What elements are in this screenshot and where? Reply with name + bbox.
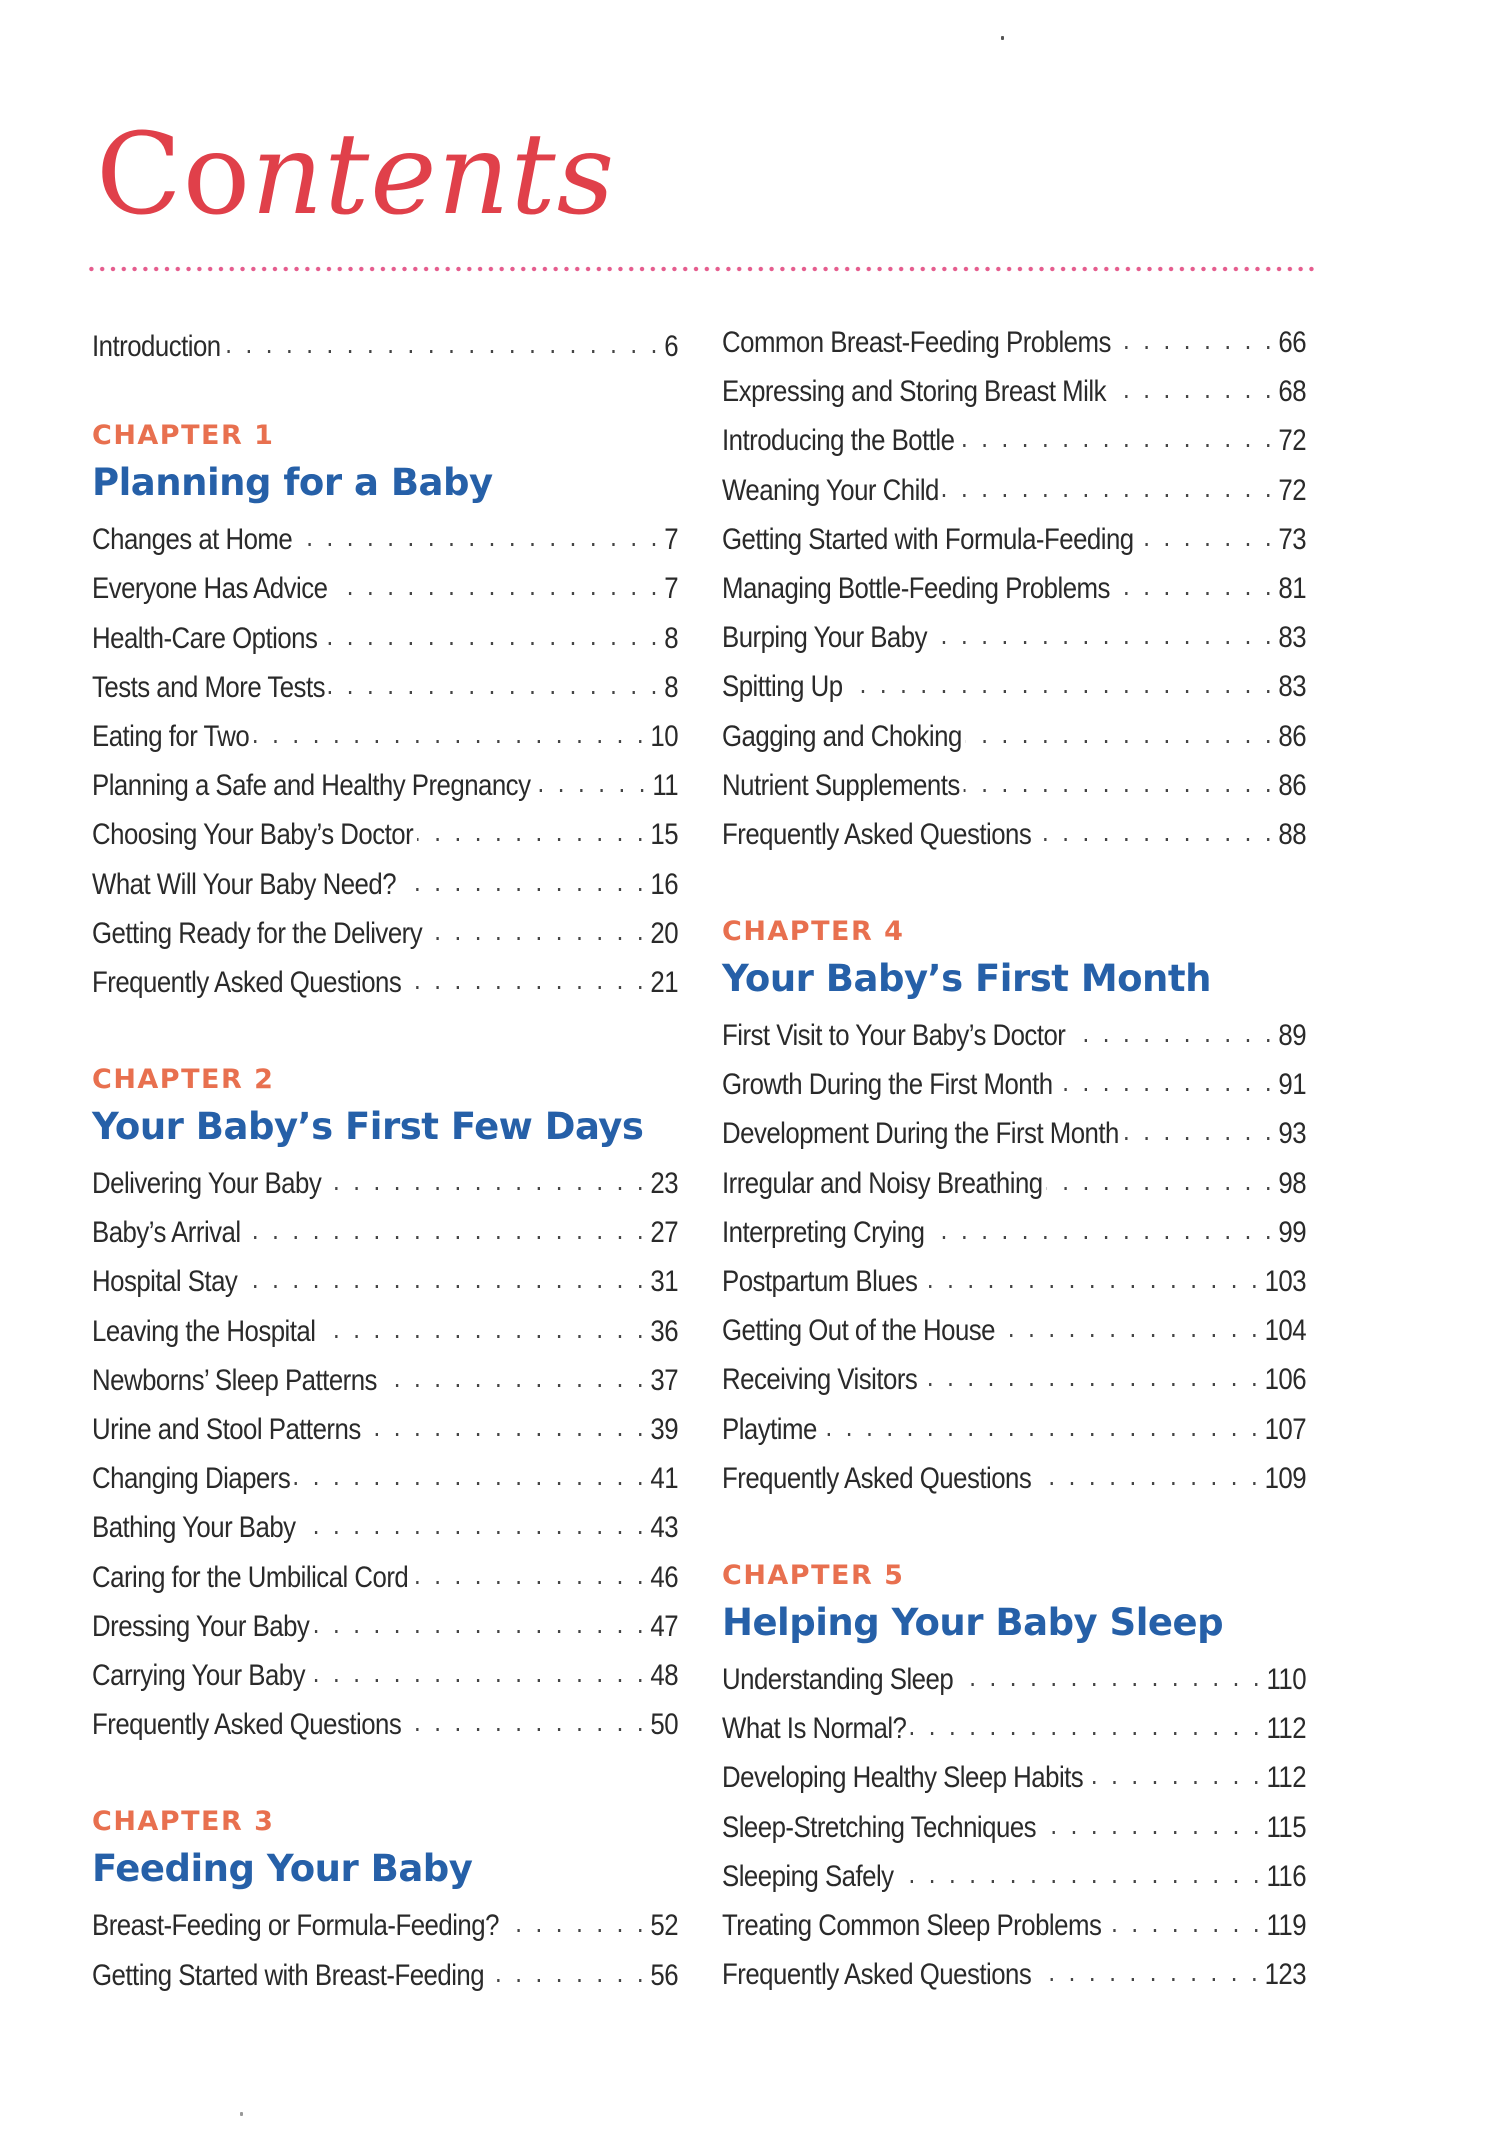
dot-leader [253, 716, 647, 746]
scan-speck [1001, 36, 1004, 40]
entry-label: Leaving the Hospital [92, 1314, 316, 1348]
toc-entry[interactable] [92, 761, 678, 810]
entry-page: 36 [650, 1314, 679, 1348]
entry-label: Eating for Two [92, 719, 250, 753]
toc-entry[interactable] [92, 663, 678, 712]
entry-page: 89 [1278, 1019, 1307, 1053]
entry-label: Planning a Safe and Healthy Pregnancy [92, 769, 531, 803]
entry-page: 21 [650, 965, 679, 999]
dot-leader [244, 1212, 647, 1242]
entry-page: 81 [1278, 571, 1307, 605]
toc-entry[interactable] [92, 1257, 678, 1306]
entry-page: 11 [652, 769, 679, 803]
toc-entry[interactable] [722, 712, 1306, 761]
toc-entry[interactable] [722, 1405, 1306, 1454]
entry-page: 73 [1278, 522, 1307, 556]
toc-entry[interactable] [92, 1307, 678, 1356]
entry-label: Baby’s Arrival [92, 1216, 241, 1250]
toc-entry[interactable] [92, 1356, 678, 1405]
entry-label: What Is Normal? [722, 1712, 907, 1746]
dot-leader [1039, 1807, 1263, 1837]
entry-label: Changes at Home [92, 523, 293, 557]
page-title [96, 110, 615, 240]
entry-label: Understanding Sleep [722, 1662, 954, 1696]
entry-page: 68 [1278, 375, 1307, 409]
entry-label: Irregular and Noisy Breathing [722, 1166, 1043, 1200]
entry-label: Bathing Your Baby [92, 1511, 296, 1545]
toc-entry[interactable] [722, 515, 1306, 564]
entry-label: Tests and More Tests [92, 670, 325, 704]
dot-leader [224, 326, 661, 356]
toc-entry[interactable] [92, 1405, 678, 1454]
entry-label: Urine and Stool Patterns [92, 1413, 361, 1446]
chapter-label: CHAPTER 5 [722, 1559, 905, 1591]
toc-entry[interactable] [722, 662, 1306, 711]
entry-label: Frequently Asked Questions [92, 1708, 402, 1742]
toc-entry[interactable] [92, 1700, 678, 1749]
dot-leader [921, 1261, 1261, 1291]
toc-entry[interactable] [722, 416, 1306, 465]
entry-label: Breast-Feeding or Formula-Feeding? [92, 1909, 499, 1943]
dot-leader [1137, 519, 1275, 549]
entry-page: 6 [664, 330, 679, 363]
dot-leader [1035, 814, 1275, 844]
dot-leader [405, 1704, 647, 1734]
entry-page: 104 [1264, 1314, 1307, 1348]
dot-leader [921, 1359, 1261, 1389]
chapter-title[interactable]: Helping Your Baby Sleep [722, 1600, 1224, 1644]
entry-label: Developing Healthy Sleep Habits [722, 1761, 1084, 1795]
dot-leader [846, 666, 1275, 696]
entry-page: 106 [1264, 1363, 1307, 1397]
entry-label: Burping Your Baby [722, 621, 927, 655]
chapter-label: CHAPTER 2 [92, 1064, 275, 1096]
entry-page: 43 [650, 1511, 679, 1545]
entry-page: 23 [650, 1167, 679, 1201]
entry-page: 119 [1266, 1908, 1307, 1942]
dot-leader [241, 1261, 647, 1291]
toc-entry[interactable] [722, 1011, 1306, 1060]
entry-page: 72 [1278, 424, 1307, 458]
toc-entry[interactable] [92, 1454, 678, 1503]
toc-entry[interactable] [92, 1651, 678, 1700]
dot-leader [1087, 1757, 1263, 1787]
dot-leader [963, 765, 1275, 795]
scan-speck [240, 2112, 243, 2116]
toc-entry[interactable] [92, 1159, 678, 1208]
entry-page: 39 [650, 1413, 679, 1446]
toc-entry[interactable] [92, 1503, 678, 1552]
dot-leader [331, 568, 661, 598]
dot-leader [958, 420, 1275, 450]
chapter-title[interactable]: Planning for a Baby [92, 461, 493, 505]
dot-leader [405, 962, 647, 992]
entry-label: Newborns’ Sleep Patterns [92, 1363, 377, 1397]
page-title-first: Co [96, 110, 252, 240]
chapter-5 [722, 1555, 1306, 1999]
entry-label: Introduction [92, 330, 221, 363]
dot-leader [308, 1655, 647, 1685]
toc-entry[interactable] [722, 1355, 1306, 1404]
entry-label: Managing Bottle-Feeding Problems [722, 571, 1110, 605]
toc-entry[interactable] [722, 1109, 1306, 1158]
dot-leader [998, 1310, 1261, 1340]
toc-entry[interactable] [92, 1208, 678, 1257]
entry-label: Growth During the First Month [722, 1068, 1053, 1102]
entry-page: 123 [1264, 1958, 1307, 1992]
chapter-3 [92, 1801, 678, 1999]
toc-column-right [722, 318, 1306, 1999]
toc-entry[interactable] [722, 613, 1306, 662]
toc-entry[interactable] [92, 614, 678, 663]
toc-entry[interactable] [722, 1306, 1306, 1355]
toc-entry[interactable] [722, 761, 1306, 810]
entry-page: 15 [650, 818, 679, 852]
dot-leader [1046, 1163, 1275, 1193]
chapter-label: CHAPTER 4 [722, 916, 905, 948]
entry-page: 88 [1278, 817, 1307, 851]
dot-leader [1122, 1113, 1275, 1143]
entry-label: Dressing Your Baby [92, 1609, 310, 1643]
entry-page: 107 [1264, 1412, 1307, 1446]
dot-leader [294, 1458, 647, 1488]
entry-label: Everyone Has Advice [92, 572, 328, 606]
toc-entry[interactable] [722, 1655, 1306, 1704]
entry-label: Sleeping Safely [722, 1859, 894, 1893]
entry-label: Gagging and Choking [722, 719, 962, 753]
chapter-label: CHAPTER 3 [92, 1806, 275, 1838]
dot-leader [319, 1311, 647, 1341]
entry-label: Development During the First Month [722, 1117, 1119, 1151]
toc-entry[interactable] [722, 1852, 1306, 1901]
entry-page: 31 [650, 1265, 679, 1299]
toc-entry[interactable] [722, 1060, 1306, 1109]
dot-leader [1056, 1064, 1275, 1094]
entry-page: 115 [1266, 1810, 1307, 1844]
entry-page: 46 [650, 1560, 679, 1594]
dot-leader [957, 1659, 1263, 1689]
entry-page: 50 [650, 1708, 679, 1742]
entry-label: Frequently Asked Questions [722, 817, 1032, 851]
entry-page: 83 [1278, 621, 1307, 655]
entry-label: Weaning Your Child [722, 473, 939, 507]
entry-label: Delivering Your Baby [92, 1167, 322, 1201]
entry-page: 112 [1266, 1761, 1307, 1795]
dot-leader [820, 1409, 1261, 1439]
entry-page: 52 [650, 1909, 679, 1943]
toc-entry[interactable] [722, 1208, 1306, 1257]
toc-entry[interactable] [92, 1901, 678, 1950]
toc-entry[interactable] [92, 810, 678, 859]
toc-entry[interactable] [722, 810, 1306, 859]
toc-entry[interactable] [722, 1704, 1306, 1753]
entry-page: 110 [1266, 1662, 1307, 1696]
dot-leader [417, 814, 647, 844]
dot-leader [1114, 322, 1275, 352]
entry-label: Getting Out of the House [722, 1314, 996, 1348]
entry-page: 109 [1264, 1461, 1307, 1495]
dot-leader [1035, 1458, 1261, 1488]
entry-page: 41 [650, 1462, 679, 1496]
toc-entry[interactable] [722, 1753, 1306, 1802]
toc-entry[interactable] [92, 1553, 678, 1602]
entry-label: Getting Started with Breast-Feeding [92, 1958, 485, 1992]
toc-entry[interactable] [722, 318, 1306, 367]
entry-label: Nutrient Supplements [722, 768, 960, 802]
dot-leader [502, 1905, 647, 1935]
dot-leader [399, 864, 647, 894]
entry-page: 56 [650, 1958, 679, 1992]
dot-leader [534, 765, 649, 795]
dot-leader [1105, 1905, 1263, 1935]
toc-entry[interactable] [92, 1602, 678, 1651]
entry-page: 8 [664, 621, 679, 655]
dot-leader [296, 519, 661, 549]
entry-label: Spitting Up [722, 670, 843, 704]
dot-leader [364, 1409, 647, 1439]
entry-label: Frequently Asked Questions [92, 965, 402, 999]
entry-page: 72 [1278, 473, 1307, 507]
entry-label: Interpreting Crying [722, 1215, 925, 1249]
toc-entry[interactable] [92, 909, 678, 958]
entry-page: 91 [1278, 1068, 1307, 1102]
toc-entry[interactable] [92, 712, 678, 761]
toc-column-left [92, 322, 678, 2000]
chapter-2 [92, 1059, 678, 1749]
toc-entry[interactable] [722, 1257, 1306, 1306]
chapter-title[interactable]: Your Baby’s First Month [722, 957, 1211, 1001]
entry-page: 86 [1278, 768, 1307, 802]
entry-page: 116 [1266, 1859, 1307, 1893]
dot-leader [412, 1557, 647, 1587]
entry-label: Treating Common Sleep Problems [722, 1908, 1102, 1942]
entry-label: Changing Diapers [92, 1462, 291, 1496]
dot-leader [1035, 1954, 1261, 1984]
entry-page: 99 [1278, 1215, 1307, 1249]
chapter-1 [92, 415, 678, 1007]
dotted-divider [86, 266, 1314, 272]
entry-page: 112 [1266, 1712, 1307, 1746]
entry-label: Expressing and Storing Breast Milk [722, 375, 1106, 409]
toc-entry[interactable] [722, 564, 1306, 613]
toc-entry[interactable] [92, 958, 678, 1007]
dot-leader [1113, 568, 1275, 598]
entry-label: Getting Ready for the Delivery [92, 916, 423, 950]
chapter-3-continued [722, 318, 1306, 859]
toc-entry[interactable] [722, 1803, 1306, 1852]
toc-entry[interactable] [92, 860, 678, 909]
entry-label: Sleep-Stretching Techniques [722, 1810, 1037, 1844]
dot-leader [380, 1360, 647, 1390]
dot-leader [426, 913, 647, 943]
entry-label: Caring for the Umbilical Cord [92, 1560, 409, 1594]
entry-label: Postpartum Blues [722, 1265, 918, 1298]
entry-label: Frequently Asked Questions [722, 1958, 1032, 1992]
chapter-label: CHAPTER 1 [92, 420, 275, 452]
entry-label: Choosing Your Baby’s Doctor [92, 818, 414, 852]
entry-label: What Will Your Baby Need? [92, 867, 397, 901]
toc-entry[interactable] [722, 466, 1306, 515]
dot-leader [1109, 371, 1275, 401]
chapter-title[interactable]: Your Baby’s First Few Days [92, 1105, 644, 1149]
entry-label: Playtime [722, 1412, 817, 1446]
toc-entry[interactable] [722, 1454, 1306, 1503]
dot-leader [910, 1708, 1263, 1738]
toc-entry[interactable] [92, 515, 678, 564]
entry-page: 48 [650, 1658, 679, 1692]
dot-leader [942, 470, 1275, 500]
entry-page: 27 [650, 1216, 679, 1250]
entry-label: Receiving Visitors [722, 1363, 918, 1397]
dot-leader [928, 1212, 1275, 1242]
entry-page: 37 [650, 1363, 679, 1397]
entry-page: 8 [664, 670, 679, 704]
entry-page: 66 [1278, 326, 1307, 359]
dot-leader [321, 618, 661, 648]
toc-entry[interactable] [722, 1950, 1306, 1999]
entry-page: 98 [1278, 1166, 1307, 1200]
dot-leader [299, 1507, 647, 1537]
dot-leader [1069, 1015, 1275, 1045]
entry-page: 7 [664, 523, 679, 557]
toc-entry[interactable] [722, 1901, 1306, 1950]
dot-leader [313, 1606, 647, 1636]
entry-label: Frequently Asked Questions [722, 1461, 1032, 1495]
dot-leader [328, 667, 660, 697]
entry-page: 20 [650, 916, 679, 950]
entry-label: Health-Care Options [92, 621, 318, 655]
chapter-4 [722, 911, 1306, 1503]
entry-page: 86 [1278, 719, 1307, 753]
dot-leader [965, 716, 1275, 746]
entry-page: 10 [650, 719, 679, 753]
toc-entry[interactable] [92, 1951, 678, 2000]
entry-page: 7 [664, 572, 679, 606]
entry-label: Getting Started with Formula-Feeding [722, 522, 1134, 556]
entry-page: 16 [650, 867, 679, 901]
entry-page: 47 [650, 1609, 679, 1643]
entry-page: 83 [1278, 670, 1307, 704]
entry-page: 103 [1264, 1265, 1307, 1298]
toc-entry[interactable] [92, 564, 678, 613]
page-title-rest: ntents [251, 110, 616, 240]
dot-leader [930, 617, 1275, 647]
toc-entry[interactable] [722, 1159, 1306, 1208]
toc-entry[interactable] [722, 367, 1306, 416]
entry-label: Introducing the Bottle [722, 424, 955, 458]
dot-leader [325, 1163, 647, 1193]
entry-label: Common Breast-Feeding Problems [722, 326, 1111, 359]
chapter-title[interactable]: Feeding Your Baby [92, 1847, 473, 1891]
entry-label: First Visit to Your Baby’s Doctor [722, 1019, 1066, 1053]
entry-label: Carrying Your Baby [92, 1658, 306, 1692]
dot-leader [897, 1856, 1263, 1886]
dot-leader [488, 1955, 647, 1985]
entry-page: 93 [1278, 1117, 1307, 1151]
toc-entry-introduction[interactable] [92, 322, 678, 371]
entry-label: Hospital Stay [92, 1265, 238, 1299]
